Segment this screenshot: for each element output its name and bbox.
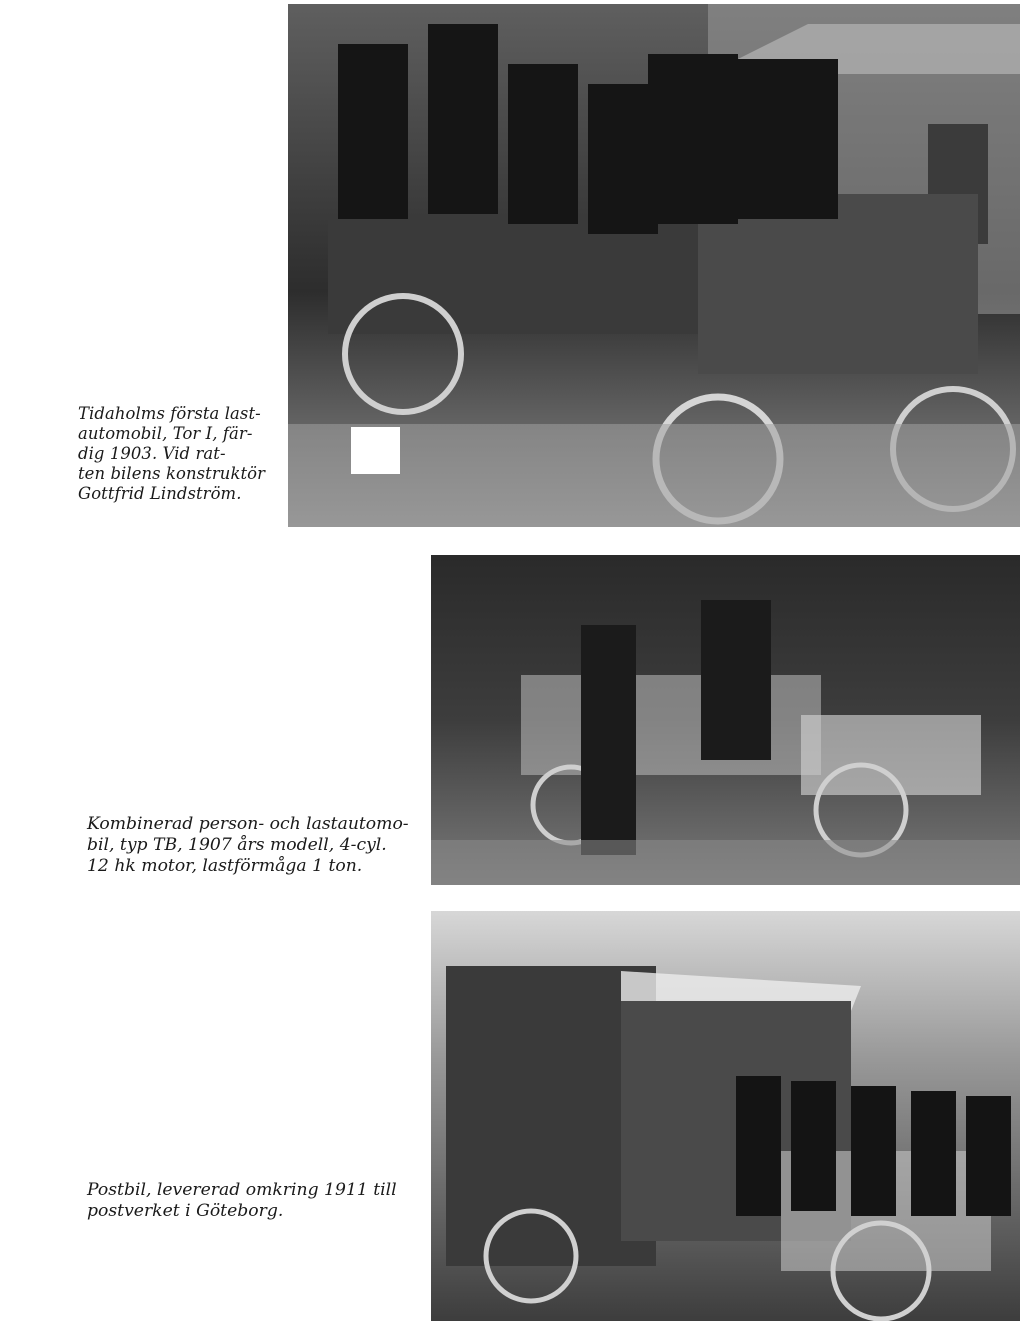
caption-truck-1903 — [78, 404, 288, 504]
caption-line: dig 1903. Vid rat- — [78, 444, 226, 464]
caption-combined-truck-1907 — [87, 814, 427, 877]
combined-truck-photo-1907 — [431, 555, 1020, 885]
redaction-box — [351, 427, 400, 474]
caption-line: postverket i Göteborg. — [87, 1200, 284, 1221]
caption-line: Kombinerad person- och lastautomo- — [87, 814, 409, 834]
postal-truck-photo-1911-image — [431, 911, 1020, 1321]
caption-line: ten bilens konstruktör — [78, 464, 266, 484]
caption-line: automobil, Tor I, fär- — [78, 424, 253, 444]
caption-line: 12 hk motor, lastförmåga 1 ton. — [87, 855, 363, 876]
postal-truck-photo-1911 — [431, 911, 1020, 1321]
caption-line: bil, typ TB, 1907 års modell, 4-cyl. — [87, 834, 387, 855]
caption-line: Postbil, levererad omkring 1911 till — [87, 1180, 397, 1200]
combined-truck-photo-1907-image — [431, 555, 1020, 885]
caption-line: Gottfrid Lindström. — [78, 484, 242, 504]
caption-postal-truck-1911 — [87, 1180, 427, 1222]
caption-line: Tidaholms första last- — [78, 404, 261, 423]
